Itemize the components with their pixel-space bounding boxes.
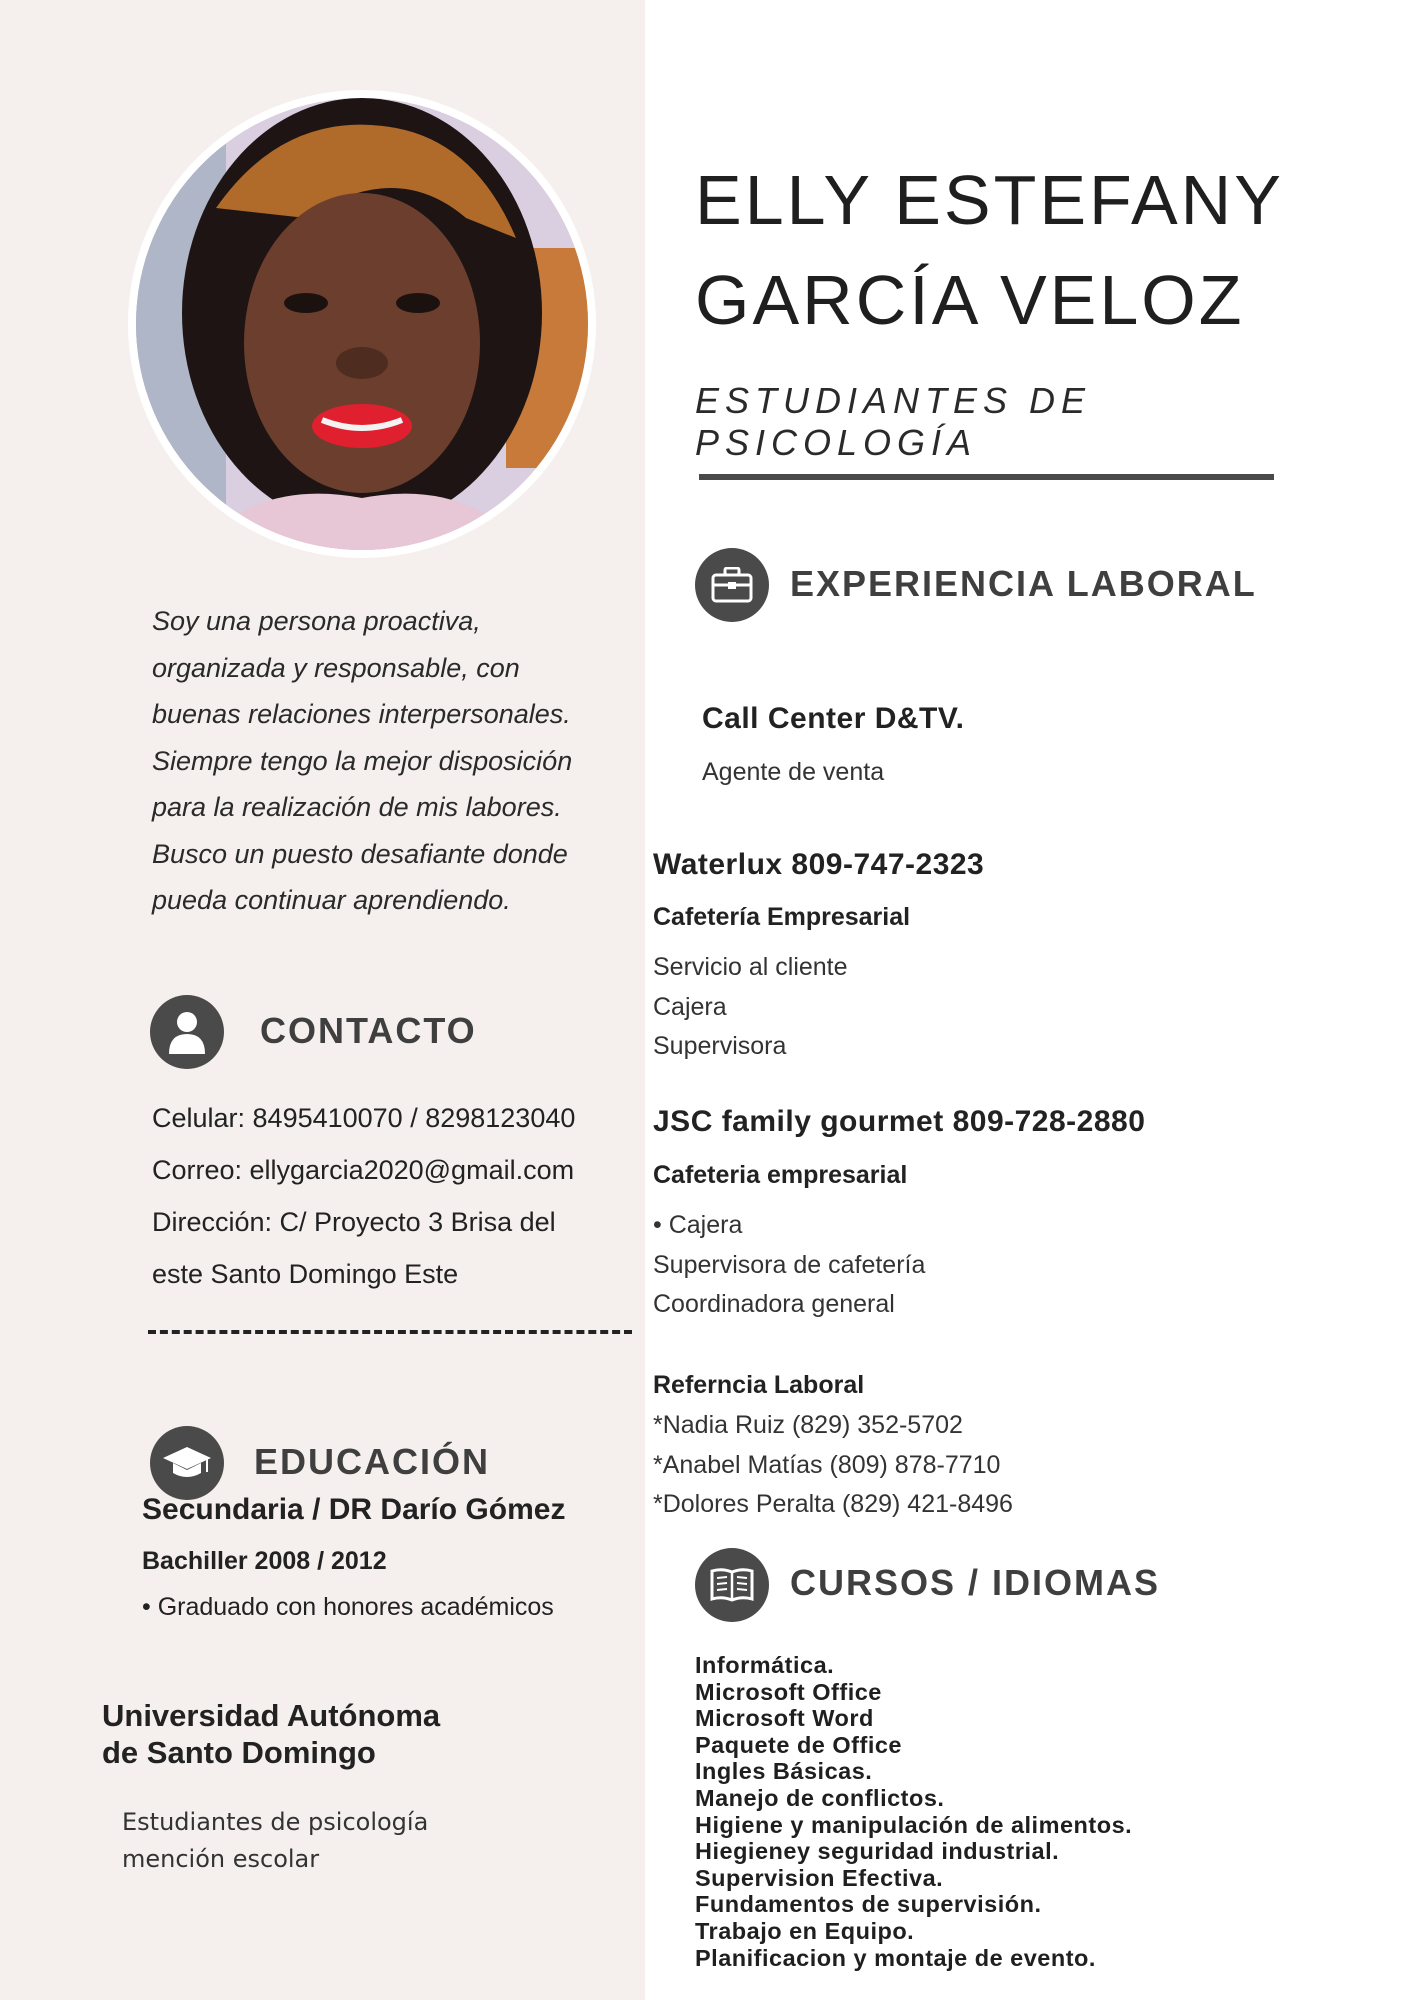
course-item: Fundamentos de supervisión. bbox=[695, 1891, 1042, 1918]
title-divider bbox=[699, 474, 1274, 480]
education-honors: • Graduado con honores académicos bbox=[142, 1593, 554, 1621]
job-company: Waterlux 809-747-2323 bbox=[653, 848, 985, 881]
university-name bbox=[102, 1697, 562, 1771]
job-role: Coordinadora general bbox=[653, 1290, 895, 1318]
course-item: Microsoft Word bbox=[695, 1705, 874, 1732]
course-item: Higiene y manipulación de alimentos. bbox=[695, 1811, 1133, 1838]
contact-email: Correo: ellygarcia2020@gmail.com bbox=[152, 1155, 575, 1185]
job-role: Agente de venta bbox=[702, 758, 885, 786]
job-company: Call Center D&TV. bbox=[702, 702, 965, 735]
course-item: Planificacion y montaje de evento. bbox=[695, 1944, 1096, 1971]
program-line-2: mención escolar bbox=[122, 1845, 320, 1873]
full-name bbox=[695, 150, 1355, 350]
contact-address: Dirección: C/ Proyecto 3 Brisa del bbox=[152, 1207, 556, 1237]
university-line-2: de Santo Domingo bbox=[102, 1735, 376, 1770]
contact-heading: CONTACTO bbox=[260, 1010, 477, 1051]
title-line-2: PSICOLOGÍA bbox=[695, 422, 978, 463]
job-company: JSC family gourmet 809-728-2880 bbox=[653, 1105, 1146, 1138]
dashed-divider bbox=[148, 1330, 632, 1334]
course-item: Paquete de Office bbox=[695, 1731, 902, 1758]
name-line-2: GARCÍA VELOZ bbox=[695, 261, 1245, 339]
reference-item: *Anabel Matías (809) 878-7710 bbox=[653, 1450, 1001, 1479]
book-icon bbox=[695, 1548, 769, 1622]
professional-title bbox=[695, 380, 1295, 464]
profile-photo bbox=[136, 98, 588, 550]
course-item: Ingles Básicas. bbox=[695, 1758, 873, 1785]
job-roles bbox=[653, 948, 848, 1067]
about-line: Siempre tengo la mejor disposición bbox=[152, 745, 573, 776]
education-school: Secundaria / DR Darío Gómez bbox=[142, 1493, 566, 1526]
about-summary bbox=[152, 598, 632, 924]
job-role: Cajera bbox=[653, 992, 727, 1021]
education-heading: EDUCACIÓN bbox=[254, 1441, 491, 1482]
about-line: organizada y responsable, con bbox=[152, 652, 520, 683]
graduation-cap-icon bbox=[150, 1426, 224, 1500]
contact-address-cont: este Santo Domingo Este bbox=[152, 1259, 459, 1289]
course-item: Trabajo en Equipo. bbox=[695, 1917, 915, 1944]
job-role: Supervisora de cafetería bbox=[653, 1250, 926, 1279]
about-line: para la realización de mis labores. bbox=[152, 792, 562, 822]
reference-item: *Dolores Peralta (829) 421-8496 bbox=[653, 1490, 1013, 1518]
about-line: buenas relaciones interpersonales. bbox=[152, 699, 571, 729]
course-item: Supervision Efectiva. bbox=[695, 1864, 944, 1891]
university-line-1: Universidad Autónoma bbox=[102, 1698, 441, 1733]
job-role: • Cajera bbox=[653, 1211, 743, 1239]
references-heading: Referncia Laboral bbox=[653, 1371, 865, 1399]
about-line: Busco un puesto desafiante donde bbox=[152, 838, 568, 869]
program-line-1: Estudiantes de psicología bbox=[122, 1808, 429, 1836]
job-subtitle: Cafeteria empresarial bbox=[653, 1161, 908, 1189]
user-icon bbox=[150, 995, 224, 1069]
course-item: Hiegieney seguridad industrial. bbox=[695, 1838, 1060, 1865]
job-roles bbox=[702, 753, 884, 793]
reference-item: *Nadia Ruiz (829) 352-5702 bbox=[653, 1411, 963, 1439]
course-item: Informática. bbox=[695, 1652, 835, 1678]
course-item: Manejo de conflictos. bbox=[695, 1784, 945, 1811]
job-role: Servicio al cliente bbox=[653, 953, 848, 981]
courses-list bbox=[695, 1652, 1132, 1971]
about-line: pueda continuar aprendiendo. bbox=[152, 885, 511, 915]
contact-details bbox=[152, 1092, 575, 1300]
contact-phone: Celular: 8495410070 / 8298123040 bbox=[152, 1103, 576, 1133]
course-item: Microsoft Office bbox=[695, 1678, 882, 1705]
briefcase-icon bbox=[695, 548, 769, 622]
experience-heading: EXPERIENCIA LABORAL bbox=[790, 563, 1257, 604]
education-years: Bachiller 2008 / 2012 bbox=[142, 1547, 387, 1575]
university-program bbox=[122, 1804, 522, 1878]
courses-heading: CURSOS / IDIOMAS bbox=[790, 1562, 1161, 1603]
about-line: Soy una persona proactiva, bbox=[152, 606, 481, 636]
references-list bbox=[653, 1406, 1013, 1525]
job-subtitle: Cafetería Empresarial bbox=[653, 903, 911, 931]
job-role: Supervisora bbox=[653, 1032, 787, 1060]
name-line-1: ELLY ESTEFANY bbox=[695, 161, 1284, 239]
title-line-1: ESTUDIANTES DE bbox=[695, 380, 1092, 421]
job-roles bbox=[653, 1206, 925, 1325]
